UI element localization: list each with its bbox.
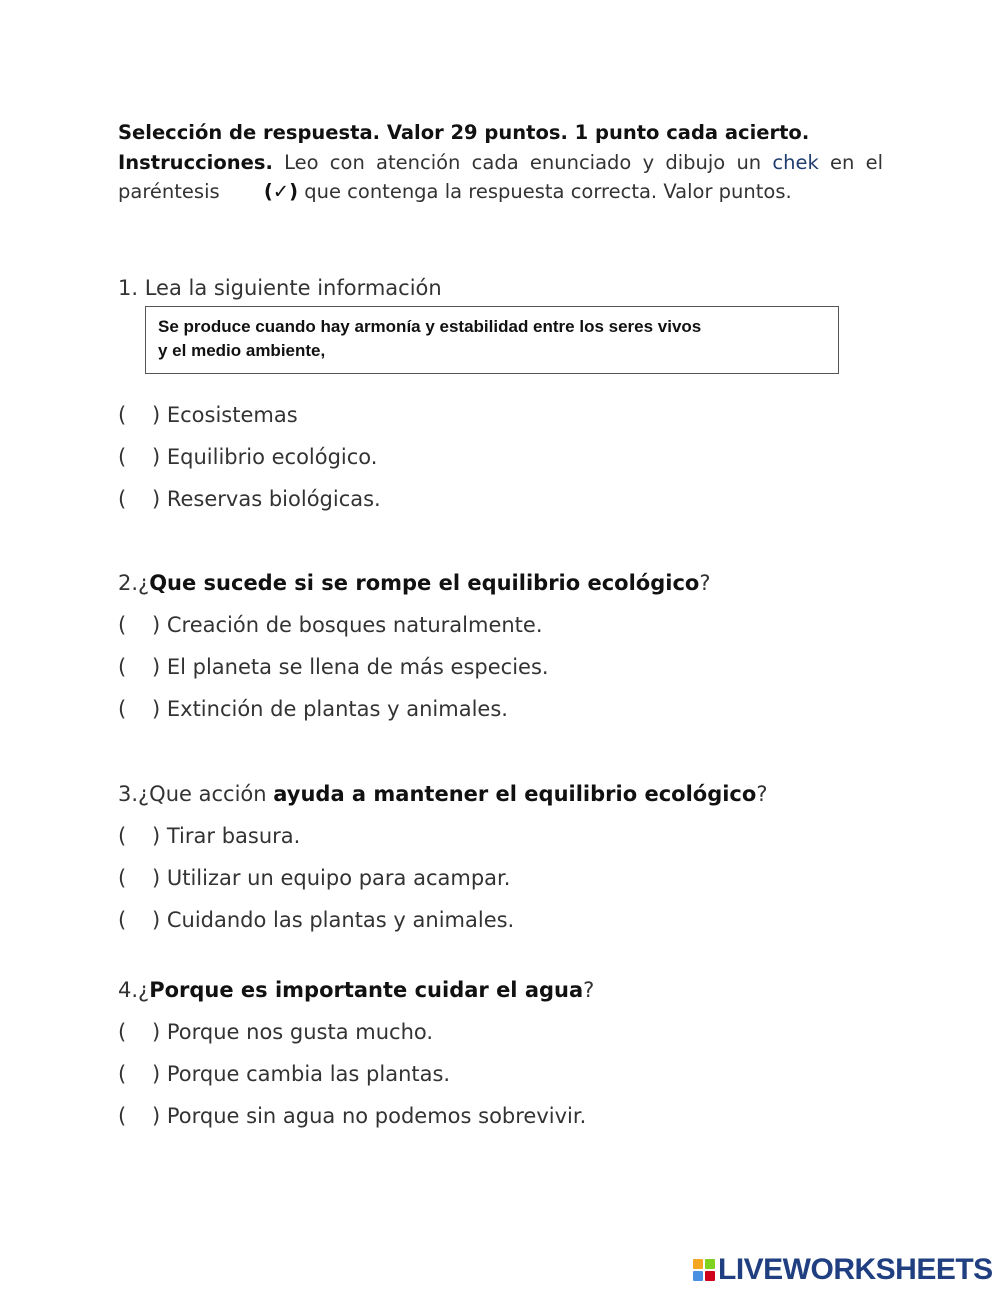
question-3-option-3[interactable]	[118, 908, 514, 932]
logo-block	[705, 1271, 715, 1281]
option-text: ) Reservas biológicas.	[152, 487, 381, 511]
info-box-line-1: Se produce cuando hay armonía y estabilidad entre los seres vivos	[158, 317, 702, 336]
question-2-prefix: 2.¿	[118, 571, 150, 595]
check-mark-example: (✓)	[263, 180, 299, 203]
answer-paren[interactable]: (	[118, 908, 127, 932]
logo-block	[693, 1259, 703, 1269]
question-4-suffix: ?	[583, 978, 595, 1002]
answer-paren[interactable]: (	[118, 1020, 127, 1044]
question-3-option-2[interactable]	[118, 866, 510, 890]
question-3-suffix: ?	[756, 782, 768, 806]
logo-blocks-icon	[693, 1259, 715, 1281]
question-1-option-3[interactable]	[118, 487, 381, 511]
instructions-part-c: que contenga la respuesta correcta. Valor puntos.	[298, 180, 792, 203]
answer-paren[interactable]: (	[118, 1062, 127, 1086]
question-4-prompt	[118, 978, 594, 1002]
option-text: ) Creación de bosques naturalmente.	[152, 613, 543, 637]
option-text: ) Extinción de plantas y animales.	[152, 697, 508, 721]
question-3-prompt	[118, 782, 767, 806]
instructions-label: Instrucciones.	[118, 150, 273, 174]
answer-paren[interactable]: (	[118, 445, 127, 469]
question-4-prefix: 4.¿	[118, 978, 150, 1002]
logo-block	[705, 1259, 715, 1269]
section-title: Selección de respuesta. Valor 29 puntos. 1 punto cada acierto.	[118, 121, 810, 144]
answer-paren[interactable]: (	[118, 824, 127, 848]
answer-paren[interactable]: (	[118, 487, 127, 511]
question-1-option-2[interactable]	[118, 445, 377, 469]
option-text: ) Utilizar un equipo para acampar.	[152, 866, 511, 890]
option-text: ) Equilibrio ecológico.	[152, 445, 378, 469]
instructions-text	[118, 148, 883, 207]
question-4-option-1[interactable]	[118, 1020, 433, 1044]
option-text: ) Cuidando las plantas y animales.	[152, 908, 515, 932]
instructions-part-a: Leo con atención cada enunciado y dibujo un	[272, 150, 773, 174]
answer-paren[interactable]: (	[118, 613, 127, 637]
question-4-option-2[interactable]	[118, 1062, 450, 1086]
answer-paren[interactable]: (	[118, 655, 127, 679]
question-2-option-1[interactable]	[118, 613, 543, 637]
question-1-option-1[interactable]	[118, 403, 298, 427]
question-1-prompt: 1. Lea la siguiente información	[118, 276, 442, 300]
question-2-prompt	[118, 571, 711, 595]
option-text: ) Tirar basura.	[152, 824, 301, 848]
info-box	[145, 306, 839, 374]
question-3-option-1[interactable]	[118, 824, 300, 848]
answer-paren[interactable]: (	[118, 697, 127, 721]
logo-text: LIVEWORKSHEETS	[718, 1253, 993, 1286]
answer-paren[interactable]: (	[118, 403, 127, 427]
instructions-part-b: en el paréntesis	[118, 150, 884, 203]
question-3-prefix: 3.¿Que acción	[118, 782, 274, 806]
question-4-bold: Porque es importante cuidar el agua	[149, 978, 584, 1002]
question-2-option-3[interactable]	[118, 697, 508, 721]
question-4-option-3[interactable]	[118, 1104, 586, 1128]
option-text: ) Ecosistemas	[152, 403, 298, 427]
answer-paren[interactable]: (	[118, 866, 127, 890]
option-text: ) Porque cambia las plantas.	[152, 1062, 451, 1086]
answer-paren[interactable]: (	[118, 1104, 127, 1128]
option-text: ) Porque nos gusta mucho.	[152, 1020, 434, 1044]
question-2-suffix: ?	[699, 571, 711, 595]
question-2-bold: Que sucede si se rompe el equilibrio ecológico	[149, 571, 700, 595]
option-text: ) El planeta se llena de más especies.	[152, 655, 549, 679]
option-text: ) Porque sin agua no podemos sobrevivir.	[152, 1104, 587, 1128]
question-2-option-2[interactable]	[118, 655, 549, 679]
question-3-bold: ayuda a mantener el equilibrio ecológico	[273, 782, 757, 806]
logo-block	[693, 1271, 703, 1281]
instructions-header	[118, 118, 883, 207]
info-box-line-2: y el medio ambiente,	[158, 341, 326, 360]
instructions-chek-word: chek	[772, 150, 819, 174]
liveworksheets-logo	[693, 1255, 993, 1285]
